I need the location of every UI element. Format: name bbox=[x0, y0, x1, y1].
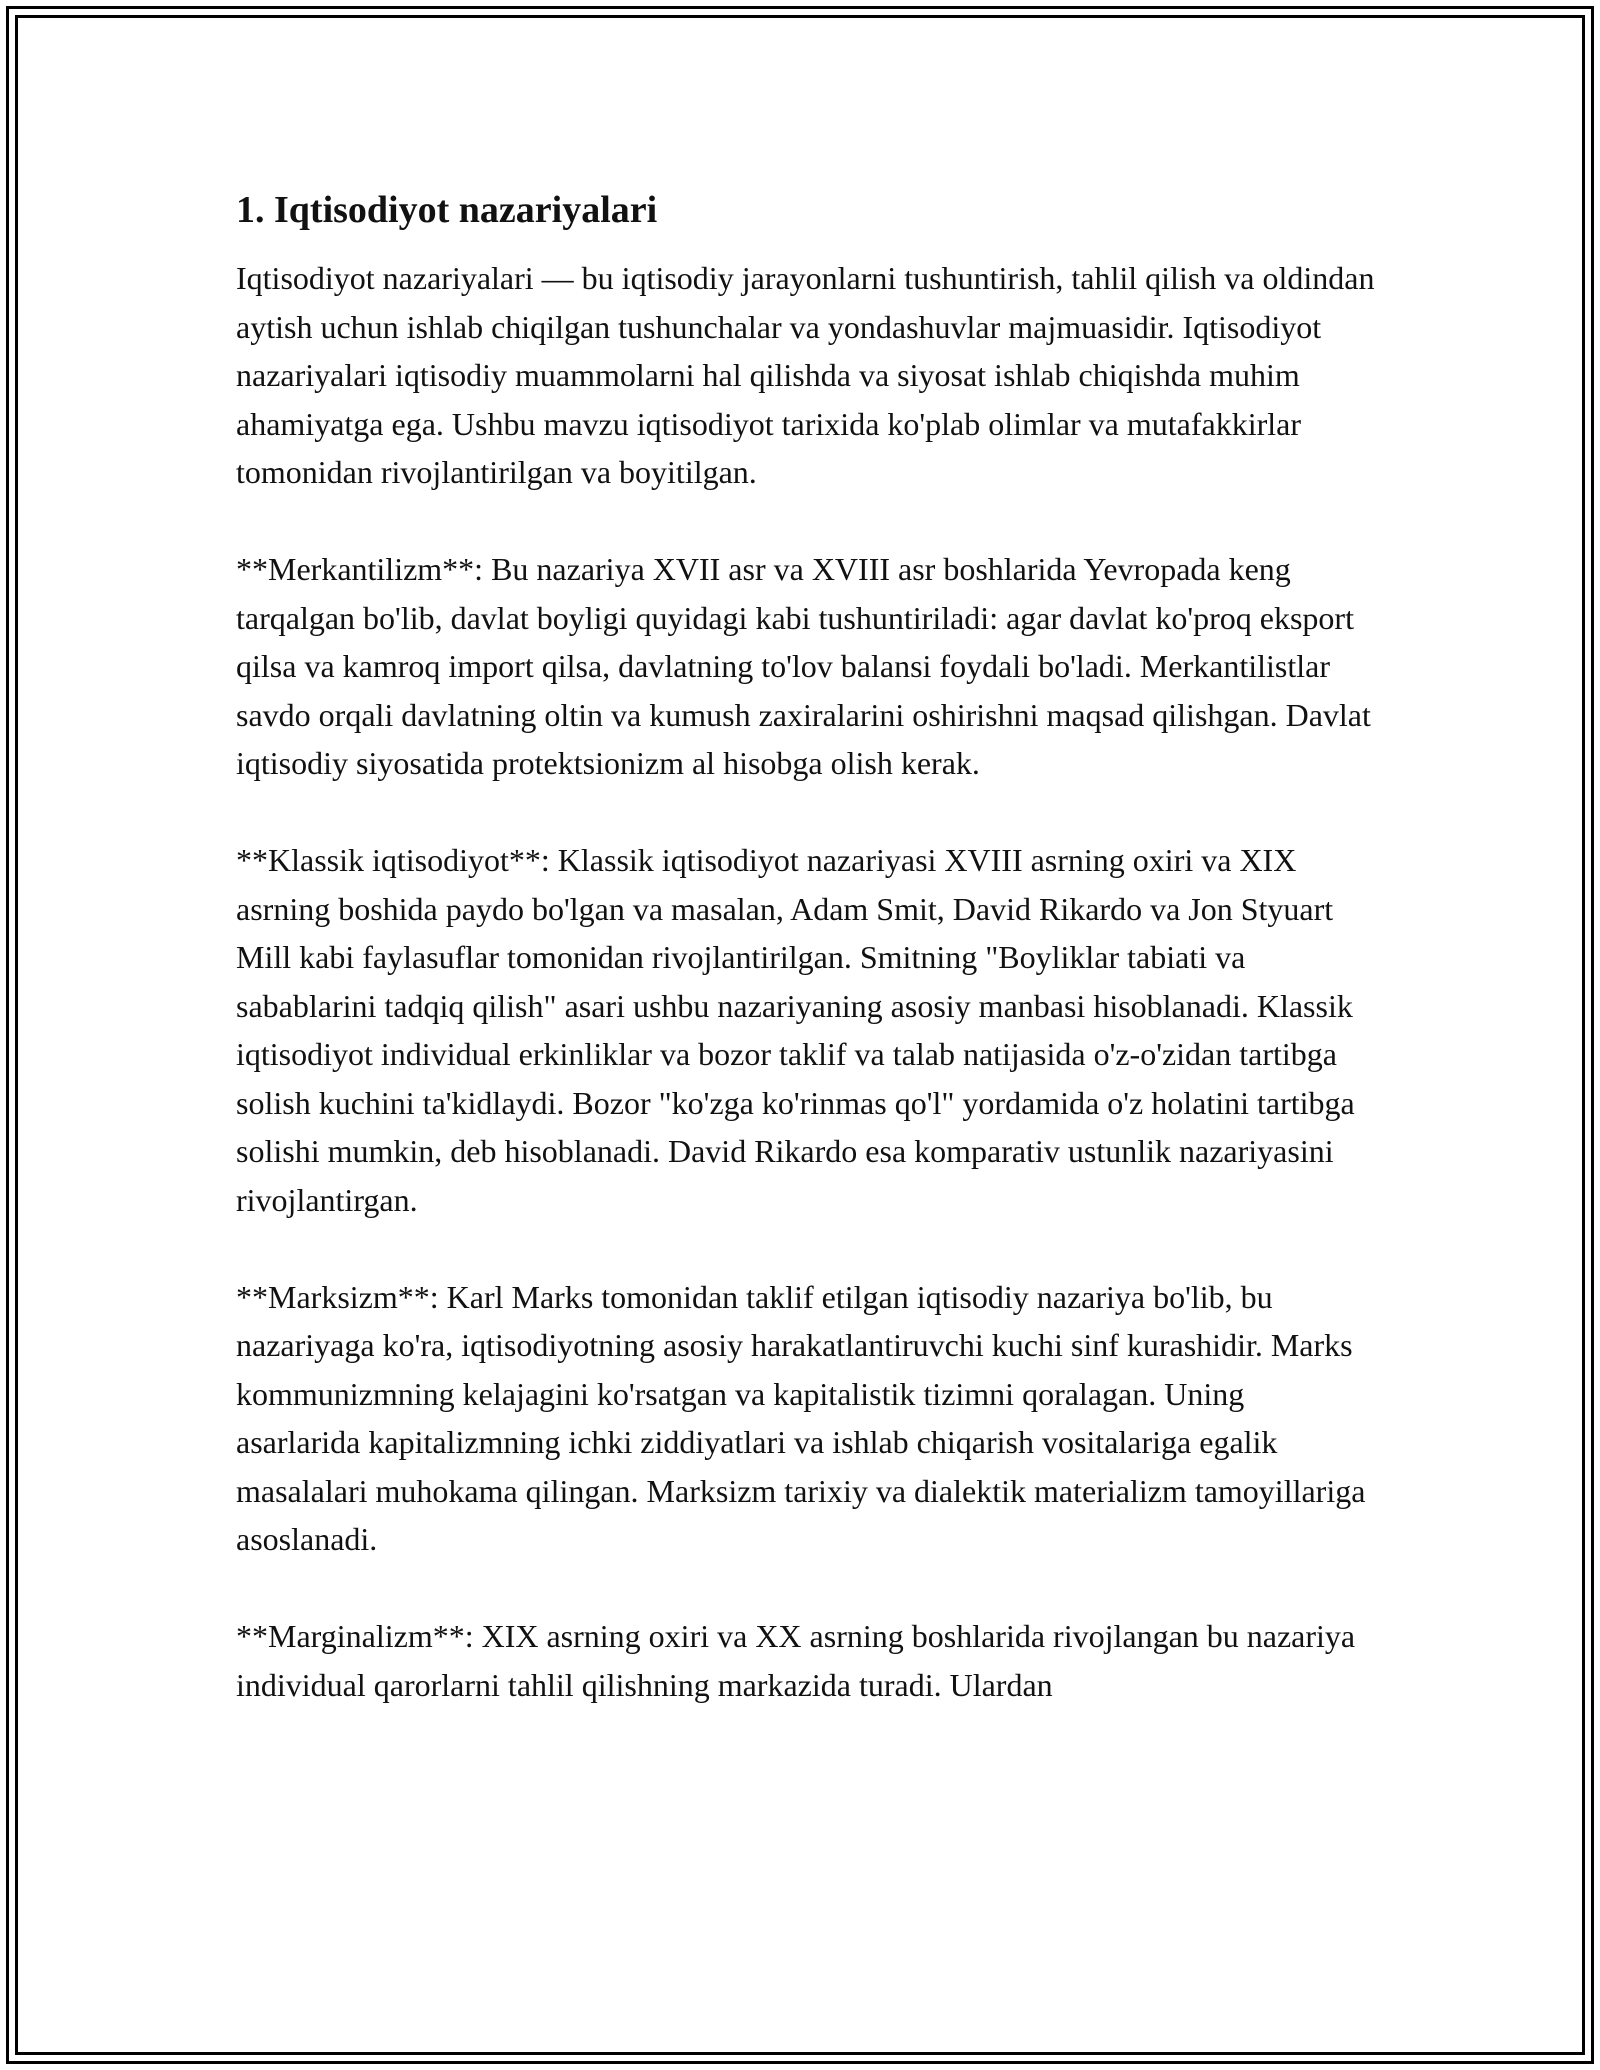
paragraph-klassik-iqtisodiyot: **Klassik iqtisodiyot**: Klassik iqtisodiyot nazariyasi XVIII asrning oxiri va XIX asrning boshida paydo bo'lgan va masalan, Adam Smit, David Rikardo va Jon Styuart Mill kabi faylasuflar tomonidan rivojlantirilgan. Smitning "Boyliklar tabiati va sabablarini tadqiq qilish" asari ushbu nazariyaning asosiy manbasi hisoblanadi. Klassik iqtisodiyot individual erkinliklar va bozor taklif va talab natijasida o'z-o'zidan tartibga solish kuchini ta'kidlaydi. Bozor "ko'zga ko'rinmas qo'l" yordamida o'z holatini tartibga solishi mumkin, deb hisoblanadi. David Rikardo esa komparativ ustunlik nazariyasini rivojlantirgan. bbox=[236, 842, 1355, 1218]
paragraph-introduction: Iqtisodiyot nazariyalari — bu iqtisodiy jarayonlarni tushuntirish, tahlil qilish va oldindan aytish uchun ishlab chiqilgan tushunchalar va yondashuvlar majmuasidir. Iqtisodiyot nazariyalari iqtisodiy muammolarni hal qilishda va siyosat ishlab chiqishda muhim ahamiyatga ega. Ushbu mavzu iqtisodiyot tarixida ko'plab olimlar va mutafakkirlar tomonidan rivojlantirilgan va boyitilgan. bbox=[236, 260, 1375, 490]
section-heading: 1. Iqtisodiyot nazariyalari bbox=[236, 189, 658, 231]
paragraph-merkantilizm: **Merkantilizm**: Bu nazariya XVII asr va XVIII asr boshlarida Yevropada keng tarqalgan bo'lib, davlat boyligi quyidagi kabi tushuntiriladi: agar davlat ko'proq eksport qilsa va kamroq import qilsa, davlatning to'lov balansi foydali bo'ladi. Merkantilistlar savdo orqali davlatning oltin va kumush zaxiralarini oshirishni maqsad qilishgan. Davlat iqtisodiy siyosatida protektsionizm al hisobga olish kerak. bbox=[236, 551, 1371, 781]
document-body bbox=[236, 186, 1376, 1709]
paragraph-marksizm: **Marksizm**: Karl Marks tomonidan taklif etilgan iqtisodiy nazariya bo'lib, bu nazariyaga ko'ra, iqtisodiyotning asosiy harakatlantiruvchi kuchi sinf kurashidir. Marks kommunizmning kelajagini ko'rsatgan va kapitalistik tizimni qoralagan. Uning asarlarida kapitalizmning ichki ziddiyatlari va ishlab chiqarish vositalariga egalik masalalari muhokama qilingan. Marksizm tarixiy va dialektik materializm tamoyillariga asoslanadi. bbox=[236, 1278, 1366, 1557]
paragraph-marginalizm: **Marginalizm**: XIX asrning oxiri va XX asrning boshlarida rivojlangan bu nazariya individual qarorlarni tahlil qilishning markazida turadi. Ulardan bbox=[236, 1618, 1356, 1703]
